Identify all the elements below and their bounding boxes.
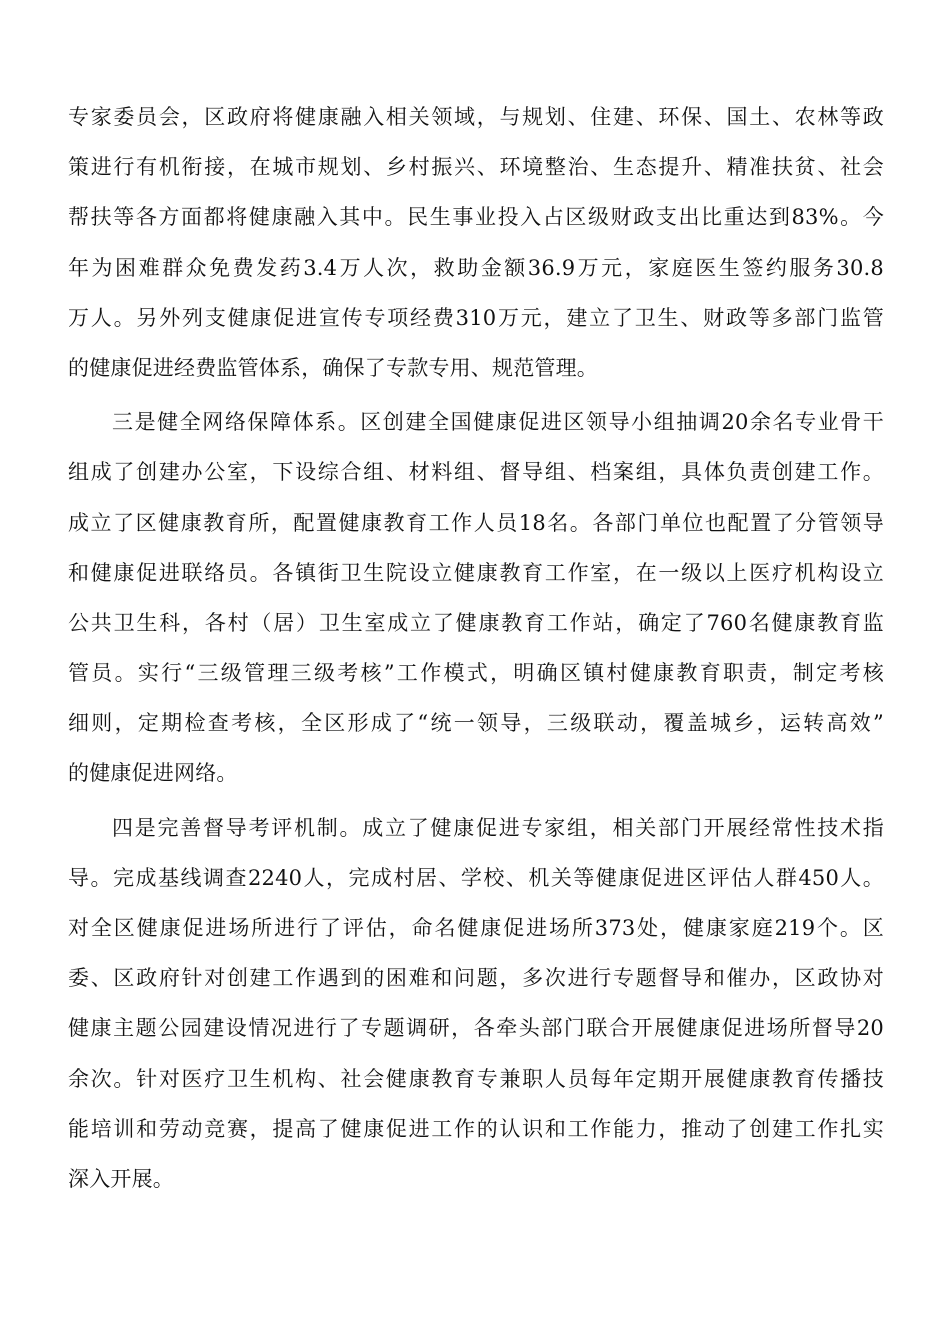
text-line: 帮扶等各方面都将健康融入其中。民生事业投入占区级财政支出比重达到83%。今 bbox=[68, 205, 884, 230]
paragraph-3 bbox=[68, 803, 884, 1205]
text-line: 的健康促进经费监管体系，确保了专款专用、规范管理。 bbox=[68, 355, 598, 380]
paragraph-2 bbox=[68, 397, 884, 799]
text-line: 对全区健康促进场所进行了评估，命名健康促进场所373处，健康家庭219个。区 bbox=[68, 916, 884, 940]
text-line: 深入开展。 bbox=[68, 1166, 174, 1191]
text-line: 的健康促进网络。 bbox=[68, 761, 238, 786]
text-line: 公共卫生科，各村（居）卫生室成立了健康教育工作站，确定了760名健康教育监 bbox=[68, 610, 884, 635]
text-line: 管员。实行“三级管理三级考核”工作模式，明确区镇村健康教育职责，制定考核 bbox=[68, 661, 884, 686]
text-line: 专家委员会，区政府将健康融入相关领域，与规划、住建、环保、国土、农林等政 bbox=[68, 105, 884, 129]
text-line: 委、区政府针对创建工作遇到的困难和问题，多次进行专题督导和催办，区政协对 bbox=[68, 966, 884, 991]
text-line: 能培训和劳动竞赛，提高了健康促进工作的认识和工作能力，推动了创建工作扎实 bbox=[68, 1116, 884, 1141]
text-line: 健康主题公园建设情况进行了专题调研，各牵头部门联合开展健康促进场所督导20 bbox=[68, 1016, 884, 1041]
text-line: 年为困难群众免费发药3.4万人次，救助金额36.9万元，家庭医生签约服务30.8 bbox=[68, 255, 884, 280]
document-body bbox=[68, 92, 884, 1204]
paragraph-1 bbox=[68, 92, 884, 393]
text-line: 四是完善督导考评机制。成立了健康促进专家组，相关部门开展经常性技术指 bbox=[112, 815, 884, 840]
text-line: 万人。另外列支健康促进宣传专项经费310万元，建立了卫生、财政等多部门监管 bbox=[68, 305, 884, 330]
text-line: 余次。针对医疗卫生机构、社会健康教育专兼职人员每年定期开展健康教育传播技 bbox=[68, 1066, 884, 1091]
text-line: 导。完成基线调查2240人，完成村居、学校、机关等健康促进区评估人群450人。 bbox=[68, 865, 884, 890]
text-line: 和健康促进联络员。各镇街卫生院设立健康教育工作室，在一级以上医疗机构设立 bbox=[68, 560, 884, 585]
text-line: 成立了区健康教育所，配置健康教育工作人员18名。各部门单位也配置了分管领导 bbox=[68, 510, 884, 535]
text-line: 组成了创建办公室，下设综合组、材料组、督导组、档案组，具体负责创建工作。 bbox=[68, 460, 884, 485]
text-line: 三是健全网络保障体系。区创建全国健康促进区领导小组抽调20余名专业骨干 bbox=[112, 410, 884, 435]
text-line: 细则，定期检查考核，全区形成了“统一领导，三级联动，覆盖城乡，运转高效” bbox=[68, 711, 884, 736]
text-line: 策进行有机衔接，在城市规划、乡村振兴、环境整治、生态提升、精准扶贫、社会 bbox=[68, 155, 884, 180]
